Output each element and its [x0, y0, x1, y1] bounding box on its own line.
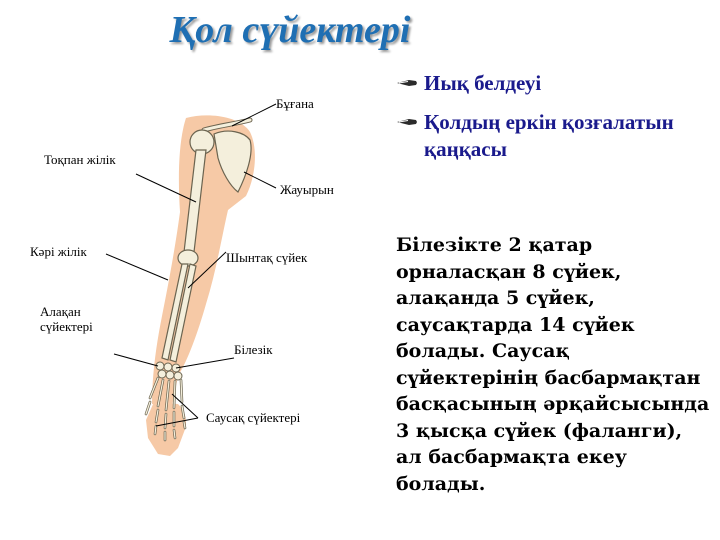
bullet-list	[396, 70, 716, 175]
label-radius: Кәрі жілік	[30, 244, 87, 259]
label-phalanges: Саусақ сүйектері	[206, 410, 301, 425]
bullet-text: Иық белдеуі	[424, 71, 542, 95]
leader-radius	[106, 254, 168, 280]
arm-skeleton-figure	[18, 76, 384, 508]
arm-illustration	[18, 76, 384, 508]
description-text: Білезікте 2 қатар орналасқан 8 сүйек, алақанда 5 сүйек, саусақтарда 14 сүйек болады. Саусақ сүйектерінің басбармақтан басқасының әрқайсысында 3 қысқа сүйек (фаланги), ал басбармақта екеу болады.	[396, 234, 710, 495]
label-carpals: Білезік	[234, 342, 273, 357]
label-metacarpals: Алақан сүйектері	[40, 304, 93, 334]
bullet-item	[396, 70, 716, 97]
leader-metacarpals	[114, 354, 158, 366]
pointing-hand-icon	[396, 70, 424, 94]
leader-clavicle	[232, 104, 276, 126]
bullet-text: Қолдың еркін қозғалатын қаңқасы	[424, 110, 674, 161]
slide-title: Қол сүйектері	[169, 9, 411, 51]
pointing-hand-icon	[396, 109, 424, 133]
carpal-bones	[156, 362, 182, 380]
label-ulna: Шынтақ сүйек	[226, 250, 308, 265]
label-clavicle: Бұғана	[276, 96, 314, 111]
bullet-item	[396, 109, 716, 163]
label-humerus: Тоқпан жілік	[44, 152, 116, 167]
label-scapula: Жауырын	[280, 182, 334, 197]
